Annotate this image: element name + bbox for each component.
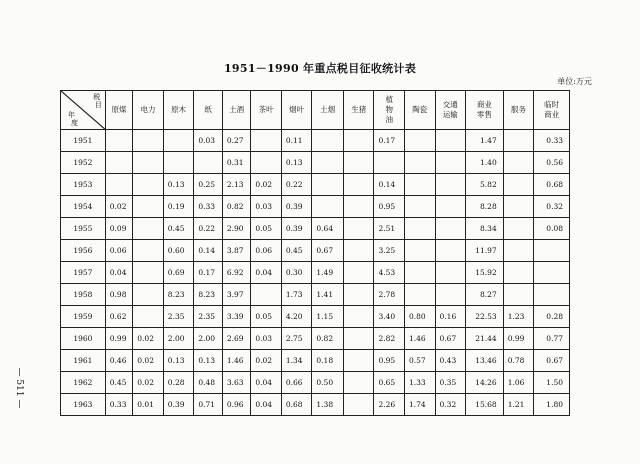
value-cell: 0.95 — [374, 196, 405, 218]
value-cell — [343, 152, 374, 174]
value-cell: 2.35 — [163, 306, 194, 328]
value-cell: 0.09 — [105, 218, 132, 240]
value-cell: 2.00 — [194, 328, 223, 350]
value-cell — [405, 196, 436, 218]
value-cell: 2.75 — [281, 328, 312, 350]
value-cell: 0.95 — [374, 350, 405, 372]
tax-statistics-table — [60, 90, 570, 416]
value-cell: 3.39 — [222, 306, 251, 328]
year-cell: 1953 — [61, 174, 106, 196]
value-cell — [435, 240, 466, 262]
value-cell — [405, 240, 436, 262]
value-cell — [343, 284, 374, 306]
value-cell: 0.69 — [163, 262, 194, 284]
value-cell: 2.51 — [374, 218, 405, 240]
value-cell: 0.71 — [194, 394, 223, 416]
table-row — [61, 350, 570, 372]
value-cell: 0.57 — [405, 350, 436, 372]
value-cell — [343, 174, 374, 196]
column-header: 交通 运输 — [435, 91, 466, 130]
value-cell: 0.33 — [105, 394, 132, 416]
value-cell: 0.28 — [534, 306, 570, 328]
value-cell: 0.17 — [374, 130, 405, 152]
value-cell: 1.41 — [312, 284, 344, 306]
value-cell: 0.08 — [534, 218, 570, 240]
value-cell: 0.04 — [251, 394, 282, 416]
value-cell: 0.39 — [281, 196, 312, 218]
value-cell — [251, 130, 282, 152]
table-row — [61, 152, 570, 174]
value-cell: 22.53 — [466, 306, 504, 328]
value-cell: 0.67 — [435, 328, 466, 350]
value-cell: 0.13 — [194, 350, 223, 372]
value-cell: 3.97 — [222, 284, 251, 306]
value-cell: 0.04 — [251, 262, 282, 284]
value-cell: 0.99 — [105, 328, 132, 350]
value-cell: 0.80 — [405, 306, 436, 328]
value-cell: 0.35 — [435, 372, 466, 394]
value-cell — [343, 262, 374, 284]
value-cell — [133, 240, 164, 262]
value-cell — [194, 152, 223, 174]
year-cell: 1957 — [61, 262, 106, 284]
value-cell: 1.34 — [281, 350, 312, 372]
column-header: 纸 — [194, 91, 223, 130]
value-cell — [312, 130, 344, 152]
value-cell: 0.16 — [435, 306, 466, 328]
value-cell: 0.67 — [534, 350, 570, 372]
value-cell — [405, 174, 436, 196]
column-header: 植 物 油 — [374, 91, 405, 130]
value-cell: 0.45 — [105, 372, 132, 394]
value-cell: 8.27 — [466, 284, 504, 306]
value-cell — [133, 218, 164, 240]
value-cell — [534, 262, 570, 284]
year-cell: 1961 — [61, 350, 106, 372]
value-cell: 1.46 — [222, 350, 251, 372]
value-cell: 1.74 — [405, 394, 436, 416]
value-cell — [133, 152, 164, 174]
table-row — [61, 174, 570, 196]
value-cell: 1.21 — [503, 394, 534, 416]
value-cell — [503, 174, 534, 196]
value-cell — [503, 240, 534, 262]
value-cell: 0.64 — [312, 218, 344, 240]
value-cell — [503, 130, 534, 152]
value-cell — [251, 152, 282, 174]
column-header: 茶叶 — [251, 91, 282, 130]
value-cell: 0.02 — [251, 174, 282, 196]
value-cell: 3.40 — [374, 306, 405, 328]
value-cell: 0.65 — [374, 372, 405, 394]
value-cell — [503, 152, 534, 174]
value-cell: 0.06 — [251, 240, 282, 262]
value-cell — [312, 174, 344, 196]
value-cell: 0.82 — [312, 328, 344, 350]
value-cell: 3.63 — [222, 372, 251, 394]
column-header: 临时 商业 — [534, 91, 570, 130]
value-cell — [405, 262, 436, 284]
value-cell: 0.03 — [251, 196, 282, 218]
value-cell: 0.14 — [374, 174, 405, 196]
table-row — [61, 284, 570, 306]
value-cell: 8.23 — [163, 284, 194, 306]
table-row — [61, 262, 570, 284]
value-cell — [251, 284, 282, 306]
value-cell: 0.01 — [133, 394, 164, 416]
value-cell: 0.04 — [105, 262, 132, 284]
value-cell: 14.26 — [466, 372, 504, 394]
value-cell: 1.15 — [312, 306, 344, 328]
value-cell: 0.33 — [534, 130, 570, 152]
column-header: 原木 — [163, 91, 194, 130]
value-cell — [435, 196, 466, 218]
value-cell: 3.25 — [374, 240, 405, 262]
value-cell: 2.69 — [222, 328, 251, 350]
value-cell: 0.78 — [503, 350, 534, 372]
value-cell: 13.46 — [466, 350, 504, 372]
value-cell: 0.03 — [251, 328, 282, 350]
value-cell — [133, 262, 164, 284]
corner-label-tax-item: 税 目 — [93, 93, 102, 109]
value-cell: 0.11 — [281, 130, 312, 152]
value-cell: 1.50 — [534, 372, 570, 394]
value-cell: 1.06 — [503, 372, 534, 394]
column-header: 原煤 — [105, 91, 132, 130]
value-cell: 2.00 — [163, 328, 194, 350]
table-row — [61, 240, 570, 262]
value-cell: 15.92 — [466, 262, 504, 284]
value-cell: 0.68 — [534, 174, 570, 196]
value-cell — [105, 174, 132, 196]
value-cell — [343, 328, 374, 350]
value-cell — [503, 218, 534, 240]
year-cell: 1963 — [61, 394, 106, 416]
value-cell: 0.56 — [534, 152, 570, 174]
value-cell: 2.78 — [374, 284, 405, 306]
value-cell: 0.17 — [194, 262, 223, 284]
value-cell: 1.33 — [405, 372, 436, 394]
value-cell: 1.80 — [534, 394, 570, 416]
value-cell: 4.20 — [281, 306, 312, 328]
value-cell: 1.46 — [405, 328, 436, 350]
value-cell — [435, 130, 466, 152]
table-row — [61, 306, 570, 328]
value-cell: 1.49 — [312, 262, 344, 284]
corner-label-year: 年 度 — [68, 111, 78, 127]
value-cell: 0.66 — [281, 372, 312, 394]
value-cell: 0.05 — [251, 306, 282, 328]
value-cell — [343, 240, 374, 262]
value-cell: 2.26 — [374, 394, 405, 416]
value-cell: 0.13 — [163, 350, 194, 372]
value-cell — [312, 152, 344, 174]
value-cell — [405, 130, 436, 152]
value-cell: 21.44 — [466, 328, 504, 350]
value-cell — [435, 174, 466, 196]
value-cell: 0.18 — [312, 350, 344, 372]
value-cell — [133, 130, 164, 152]
value-cell — [503, 262, 534, 284]
value-cell: 0.45 — [163, 218, 194, 240]
corner-header-cell — [61, 91, 106, 130]
value-cell: 0.82 — [222, 196, 251, 218]
value-cell: 2.13 — [222, 174, 251, 196]
value-cell: 0.28 — [163, 372, 194, 394]
table-row — [61, 394, 570, 416]
table-row — [61, 372, 570, 394]
year-cell: 1959 — [61, 306, 106, 328]
value-cell — [503, 196, 534, 218]
value-cell — [435, 218, 466, 240]
value-cell: 0.06 — [105, 240, 132, 262]
value-cell: 8.23 — [194, 284, 223, 306]
year-cell: 1952 — [61, 152, 106, 174]
year-cell: 1958 — [61, 284, 106, 306]
value-cell: 1.47 — [466, 130, 504, 152]
value-cell: 0.22 — [194, 218, 223, 240]
table-row — [61, 196, 570, 218]
value-cell — [105, 152, 132, 174]
value-cell: 0.96 — [222, 394, 251, 416]
column-header: 商业 零售 — [466, 91, 504, 130]
year-cell: 1960 — [61, 328, 106, 350]
value-cell: 6.92 — [222, 262, 251, 284]
value-cell: 8.34 — [466, 218, 504, 240]
value-cell — [343, 218, 374, 240]
value-cell: 5.82 — [466, 174, 504, 196]
column-header: 陶瓷 — [405, 91, 436, 130]
value-cell: 0.77 — [534, 328, 570, 350]
table-row — [61, 218, 570, 240]
value-cell: 0.68 — [281, 394, 312, 416]
value-cell: 0.02 — [133, 350, 164, 372]
value-cell — [435, 262, 466, 284]
column-header: 土烟 — [312, 91, 344, 130]
value-cell: 0.45 — [281, 240, 312, 262]
value-cell — [105, 130, 132, 152]
value-cell: 1.40 — [466, 152, 504, 174]
unit-note: 单位:万元 — [557, 77, 592, 86]
value-cell — [343, 306, 374, 328]
value-cell: 0.19 — [163, 196, 194, 218]
value-cell: 0.31 — [222, 152, 251, 174]
value-cell — [405, 152, 436, 174]
value-cell — [435, 284, 466, 306]
value-cell — [503, 284, 534, 306]
value-cell: 0.04 — [251, 372, 282, 394]
value-cell: 4.53 — [374, 262, 405, 284]
value-cell: 0.25 — [194, 174, 223, 196]
value-cell: 0.14 — [194, 240, 223, 262]
value-cell: 1.38 — [312, 394, 344, 416]
value-cell: 1.23 — [503, 306, 534, 328]
value-cell: 1.73 — [281, 284, 312, 306]
value-cell: 0.13 — [163, 174, 194, 196]
value-cell: 0.50 — [312, 372, 344, 394]
value-cell — [133, 174, 164, 196]
table-row — [61, 328, 570, 350]
value-cell — [405, 284, 436, 306]
table-row — [61, 130, 570, 152]
year-cell: 1951 — [61, 130, 106, 152]
value-cell — [163, 130, 194, 152]
value-cell: 0.22 — [281, 174, 312, 196]
column-header: 服务 — [503, 91, 534, 130]
value-cell — [435, 152, 466, 174]
table-header-row — [61, 91, 570, 130]
value-cell: 8.28 — [466, 196, 504, 218]
value-cell: 0.48 — [194, 372, 223, 394]
value-cell — [343, 196, 374, 218]
value-cell — [374, 152, 405, 174]
value-cell: 0.30 — [281, 262, 312, 284]
value-cell: 0.02 — [105, 196, 132, 218]
year-cell: 1962 — [61, 372, 106, 394]
value-cell: 0.03 — [194, 130, 223, 152]
value-cell: 0.62 — [105, 306, 132, 328]
year-cell: 1956 — [61, 240, 106, 262]
value-cell: 0.32 — [534, 196, 570, 218]
value-cell: 0.39 — [163, 394, 194, 416]
value-cell: 0.39 — [281, 218, 312, 240]
column-header: 生猪 — [343, 91, 374, 130]
value-cell: 0.43 — [435, 350, 466, 372]
value-cell: 2.90 — [222, 218, 251, 240]
value-cell — [133, 306, 164, 328]
value-cell: 15.68 — [466, 394, 504, 416]
column-header: 烟叶 — [281, 91, 312, 130]
value-cell: 0.02 — [251, 350, 282, 372]
value-cell — [312, 196, 344, 218]
value-cell: 2.82 — [374, 328, 405, 350]
value-cell: 0.32 — [435, 394, 466, 416]
value-cell: 0.27 — [222, 130, 251, 152]
table-body — [61, 130, 570, 416]
year-cell: 1955 — [61, 218, 106, 240]
value-cell: 0.02 — [133, 372, 164, 394]
value-cell — [133, 196, 164, 218]
value-cell: 2.35 — [194, 306, 223, 328]
value-cell — [343, 130, 374, 152]
column-header: 电力 — [133, 91, 164, 130]
value-cell: 0.05 — [251, 218, 282, 240]
value-cell: 0.60 — [163, 240, 194, 262]
value-cell: 0.67 — [312, 240, 344, 262]
value-cell — [343, 350, 374, 372]
value-cell: 0.46 — [105, 350, 132, 372]
page-number: — 511 — — [14, 367, 24, 409]
value-cell: 0.02 — [133, 328, 164, 350]
column-header: 土酒 — [222, 91, 251, 130]
value-cell: 0.98 — [105, 284, 132, 306]
page-title: 1951－1990 年重点税目征收统计表 — [223, 62, 417, 75]
year-cell: 1954 — [61, 196, 106, 218]
value-cell — [405, 218, 436, 240]
value-cell — [133, 284, 164, 306]
value-cell — [343, 394, 374, 416]
value-cell: 11.97 — [466, 240, 504, 262]
value-cell — [163, 152, 194, 174]
value-cell — [534, 240, 570, 262]
value-cell — [534, 284, 570, 306]
value-cell: 0.13 — [281, 152, 312, 174]
value-cell: 0.99 — [503, 328, 534, 350]
value-cell — [343, 372, 374, 394]
value-cell: 3.87 — [222, 240, 251, 262]
value-cell: 0.33 — [194, 196, 223, 218]
